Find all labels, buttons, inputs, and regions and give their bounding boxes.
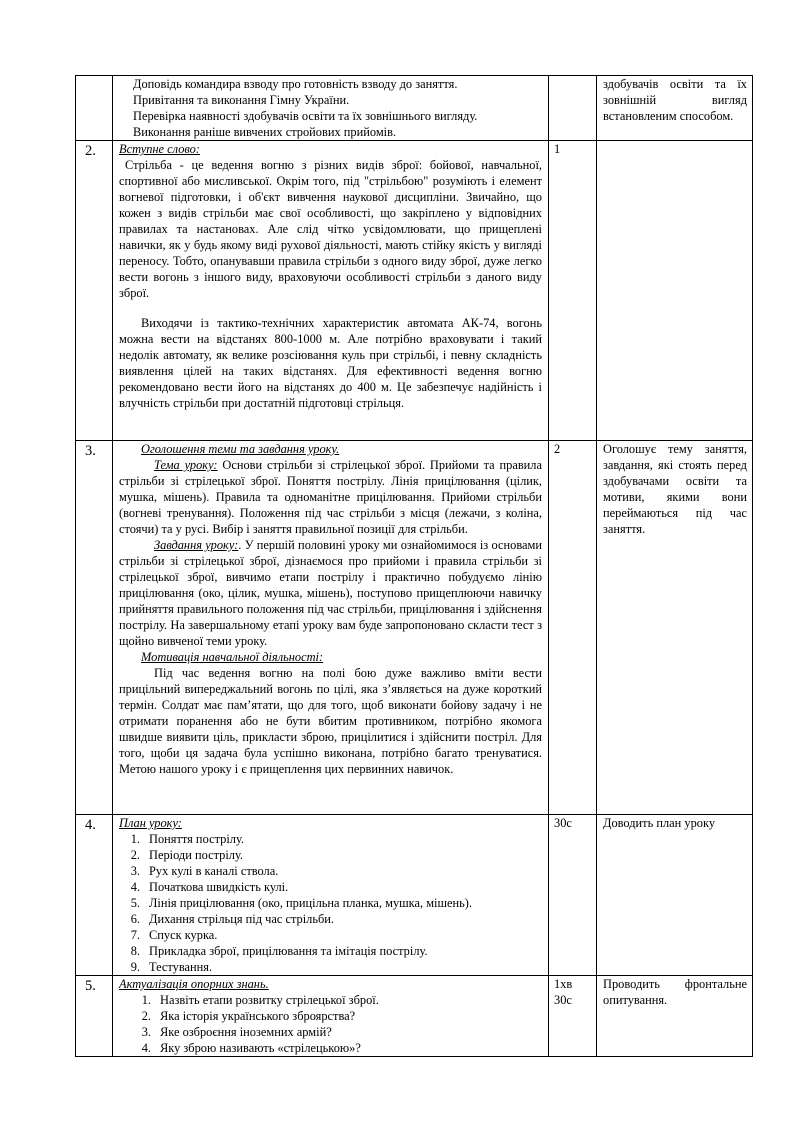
list-item: 7. Спуск курка. (130, 928, 218, 942)
remark-text: Оголошує тему заняття, завдання, які стоять перед здобувачами освіти та мотиви, якими вони переймаються під час заняття. (603, 442, 747, 536)
list-item: 4. Яку зброю називають «стрілецькою»? (141, 1041, 361, 1055)
list-item: 2. Яка історія українського зброярства? (141, 1009, 356, 1023)
section-heading: Оголошення теми та завдання уроку. (141, 442, 340, 456)
row-time: 2 (549, 441, 597, 815)
row-time (549, 76, 597, 141)
list-item: 3. Рух кулі в каналі ствола. (130, 864, 279, 878)
remark-text: Доводить план уроку (603, 816, 716, 830)
tasks-text: . У першій половині уроку ми ознайомимося із основами стрільби зі стрілецької зброї, дізнаємося про прийоми і правила стрільби зі стрілецької зброї, вивчимо етапи пострілу і практично побудуємо лінію прицілювання (око, цілик, мушка, мішень), поступово прищеплюючи навичку прийняття правильного положення під час стрільби, прицілювання і здійснення пострілу. На завершальному етапі уроку вам буде запропоновано скласти тест з щойно вивченої теми уроку. (119, 538, 542, 648)
row-number: 2. (76, 141, 113, 441)
time-line: 30с (554, 993, 572, 1007)
list-item: 6. Дихання стрільця під час стрільби. (130, 912, 335, 926)
row-remark (597, 76, 753, 141)
row-time: 30с (549, 815, 597, 976)
remark-text: Проводить фронтальне опитування. (603, 977, 747, 1007)
list-item: 2. Періоди пострілу. (130, 848, 244, 862)
paragraph (119, 457, 542, 537)
section-heading: План уроку: (119, 816, 182, 830)
paragraph: Виходячи із тактико-технічних характеристик автомата АК-74, вогонь можна вести на відстанях 800-1000 м. Але потрібно враховувати і такий недолік автомату, як велике розсіювання куль при стрільбі, і певну складність виявлення цілей на таких відстанях. Для ефективності ведення вогню рекомендовано вести його на відстанях до 400 м. Це забезпечує надійність і влучність стрільби при достатній підготовці стрільця. (119, 316, 542, 410)
list-item: Виконання раніше вивчених стройових прийомів. (133, 125, 397, 139)
row-content (113, 976, 549, 1057)
list-item: 4. Початкова швидкість кулі. (130, 880, 289, 894)
topic-label: Тема уроку: (154, 458, 218, 472)
row-number (76, 76, 113, 141)
table-row (76, 815, 753, 976)
row-number: 4. (76, 815, 113, 976)
row-content (113, 441, 549, 815)
table-row (76, 141, 753, 441)
row-time (549, 976, 597, 1057)
tasks-label: Завдання уроку: (154, 538, 239, 552)
table-row (76, 76, 753, 141)
section-heading: Вступне слово: (119, 142, 200, 156)
table-row (76, 976, 753, 1057)
list-item: 3. Яке озброєння іноземних армій? (141, 1025, 332, 1039)
row-remark (597, 815, 753, 976)
list-item: 9. Тестування. (130, 960, 213, 974)
paragraph: Стрільба - це ведення вогню з різних видів зброї: бойової, навчальної, спортивної або мисливської. Окрім того, під "стрільбою" розуміють і елемент вогневої підготовки, і об'єкт вивчення наукової дисципліни. Звичайно, що кожен з видів стрільби має свої особливості, що закріплено у відповідних правилах та настановах. Але слід чітко усвідомлювати, що прищеплені навички, як у будь якому виді рухової діяльності, мають стійку якість у вигляді переносу. Тобто, опанувавши правила стрільби з одного виду зброї, дуже легко вести вогонь з іншого виду, враховуючи особливості стрільби з даного виду зброї. (119, 158, 542, 300)
row-number: 3. (76, 441, 113, 815)
row-number: 5. (76, 976, 113, 1057)
row-content (113, 141, 549, 441)
list-item: 8. Прикладка зброї, прицілювання та імітація пострілу. (130, 944, 428, 958)
list-item: 1. Поняття пострілу. (130, 832, 245, 846)
lesson-plan-table (75, 75, 753, 1057)
table-row (76, 441, 753, 815)
list-item: 1. Назвіть етапи розвитку стрілецької зброї. (141, 993, 379, 1007)
paragraph (119, 537, 542, 649)
row-remark (597, 441, 753, 815)
row-remark (597, 141, 753, 441)
row-time: 1 (549, 141, 597, 441)
list-item: Перевірка наявності здобувачів освіти та їх зовнішнього вигляду. (133, 109, 478, 123)
list-item: 5. Лінія прицілювання (око, прицільна планка, мушка, мішень). (130, 896, 473, 910)
row-content (113, 815, 549, 976)
list-item: Доповідь командира взводу про готовність взводу до заняття. (133, 77, 458, 91)
remark-text: здобувачів освіти та їх зовнішній вигляд встановленим способом. (603, 77, 747, 123)
time-line: 1хв (554, 977, 573, 991)
motivation-label: Мотивація навчальної діяльності: (141, 650, 324, 664)
paragraph: Під час ведення вогню на полі бою дуже важливо вміти вести прицільний випереджальний вогонь по цілі, яка з’являється на дуже короткий термін. Солдат має пам’ятати, що для того, щоб виконати бойову задачу і не отримати поранення або не бути вбитим противником, потрібно якомога швидше виявити ціль, прикласти зброю, прицілитися і здійснити постріл. Для того, щоби ця задача була успішно виконана, потрібно багато тренуватися. Метою нашого уроку і є прищеплення цих первинних навичок. (119, 666, 542, 776)
section-heading: Актуалізація опорних знань. (119, 977, 269, 991)
row-remark (597, 976, 753, 1057)
topic-text: Основи стрільби зі стрілецької зброї. Прийоми та правила стрільби зі стрілецької зброї. Поняття пострілу. Лінія прицілювання (цілик, мушка, мішень). Правила та одноманітне прицілювання. Прийоми стрільби (вогневі тренування). Положення під час стрільби з місця (лежачи, з коліна, стоячи) та у русі. Вибір і заняття правильної позиції для стрільби. (119, 458, 542, 536)
row-content (113, 76, 549, 141)
list-item: Привітання та виконання Гімну України. (133, 93, 350, 107)
